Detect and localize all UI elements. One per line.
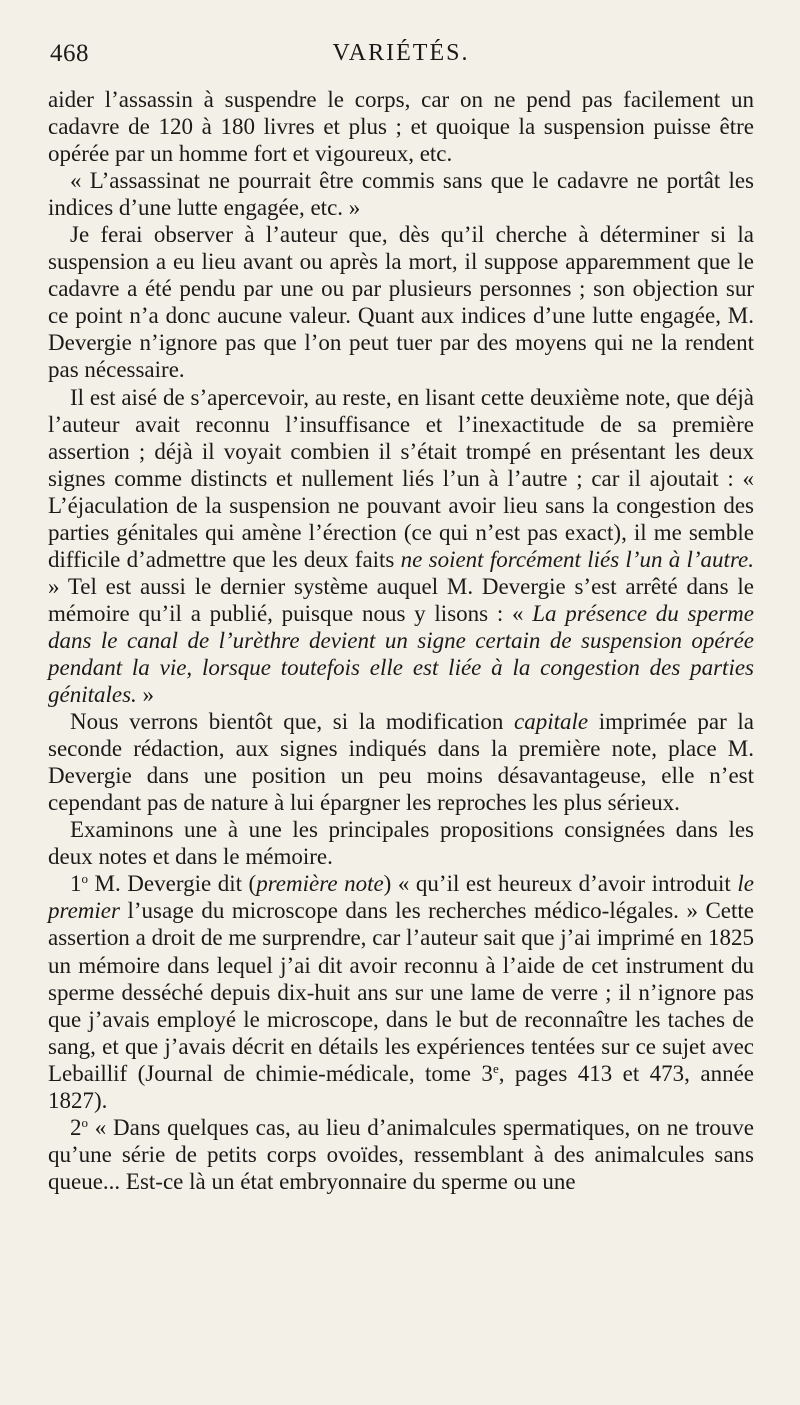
superscript: o (81, 871, 88, 887)
text-run: « L’assassinat ne pourrait être commis sans que le cadavre ne portât les indices d’une lutte engagée, etc. » (48, 168, 754, 221)
paragraph-p6 (48, 816, 754, 870)
text-run: 2 (70, 1114, 82, 1140)
text-run: , pages 413 et 473, année 1827). (48, 1060, 754, 1113)
superscript: e (492, 1060, 499, 1076)
text-run: ) « qu’il est heureux d’avoir introduit (383, 871, 738, 897)
italic-text: La présence du sperme dans le canal de l’urèthre devient un signe certain de suspension opérée pendant la vie, lorsque toutefois elle est liée à la congestion des parties génitales. (48, 600, 754, 708)
paragraph-p2 (48, 167, 754, 221)
text-run: M. Devergie dit ( (88, 871, 257, 897)
text-run: Je ferai observer à l’auteur que, dès qu’il cherche à déterminer si la suspension a eu lieu avant ou après la mort, il suppose apparemment que le cadavre a été pendu par une ou par plusieurs personnes ; son objection sur ce point n’a donc aucune valeur. Quant aux indices d’une lutte engagée, M. Devergie n’ignore pas que l’on peut tuer par des moyens qui ne la rendent pas nécessaire. (48, 222, 754, 383)
superscript: o (81, 1114, 88, 1130)
text-run: » Tel est aussi le dernier système auquel M. Devergie s’est arrêté dans le mémoire qu’il a publié, puisque nous y lisons : « (48, 573, 754, 626)
text-run: » (136, 682, 155, 708)
text-run: imprimée par la seconde rédaction, aux signes indiqués dans la première note, place M. Devergie dans une position un peu moins désavantageuse, elle n’est cependant pas de nature à lui épargner les reproches les plus sérieux. (48, 709, 754, 816)
paragraph-p7 (48, 870, 754, 1113)
paragraph-p1 (48, 86, 754, 167)
italic-text: ne soient forcément liés l’un à l’autre. (400, 546, 754, 572)
text-run: Nous verrons bientôt que, si la modification (70, 709, 515, 735)
page-header (48, 36, 754, 86)
running-title: VARIÉTÉS. (332, 40, 470, 66)
italic-text: première note (256, 871, 384, 897)
text-run: aider l’assassin à suspendre le corps, car on ne pend pas facilement un cadavre de 120 à 180 livres et plus ; et quoique la suspension puisse être opérée par un homme fort et vigoureux, etc. (48, 87, 754, 167)
italic-text: capitale (514, 709, 589, 735)
text-run: Examinons une à une les principales propositions consignées dans les deux notes et dans le mémoire. (48, 817, 754, 870)
paragraph-p5 (48, 708, 754, 816)
italic-text: le premier (48, 871, 754, 924)
page-number: 468 (50, 40, 89, 67)
text-run: l’usage du microscope dans les recherches médico-légales. » Cette assertion a droit de me surprendre, car l’auteur sait que j’ai imprimé en 1825 un mémoire dans lequel j’ai dit avoir reconnu à l’aide de cet instrument du sperme desséché depuis dix-huit ans sur une lame de verre ; il n’ignore pas que j’avais employé le microscope, dans le but de reconnaître les taches de sang, et que j’avais décrit en détails les expériences tentées sur ce sujet avec Lebaillif (Journal de chimie-médicale, tome 3 (48, 898, 754, 1086)
text-run: 1 (70, 871, 82, 897)
paragraph-p8 (48, 1114, 754, 1195)
text-run: « Dans quelques cas, au lieu d’animalcules spermatiques, on ne trouve qu’une série de petits corps ovoïdes, ressemblant à des animalcules sans queue... Est-ce là un état embryonnaire du sperme ou une (48, 1114, 754, 1194)
body-text (48, 86, 754, 1195)
paragraph-p3 (48, 221, 754, 383)
text-run: Il est aisé de s’apercevoir, au reste, en lisant cette deuxième note, que déjà l’auteur avait reconnu l’insuffisance et l’inexactitude de sa première assertion ; déjà il voyait combien il s’était trompé en présentant les deux signes comme distincts et nullement liés l’un à l’autre ; car il ajoutait : « L’éjaculation de la suspension ne pouvant avoir lieu sans la congestion des parties génitales qui amène l’érection (ce qui n’est pas exact), il me semble difficile d’admettre que les deux faits (48, 384, 754, 572)
book-page (48, 36, 754, 1386)
paragraph-p4 (48, 384, 754, 709)
